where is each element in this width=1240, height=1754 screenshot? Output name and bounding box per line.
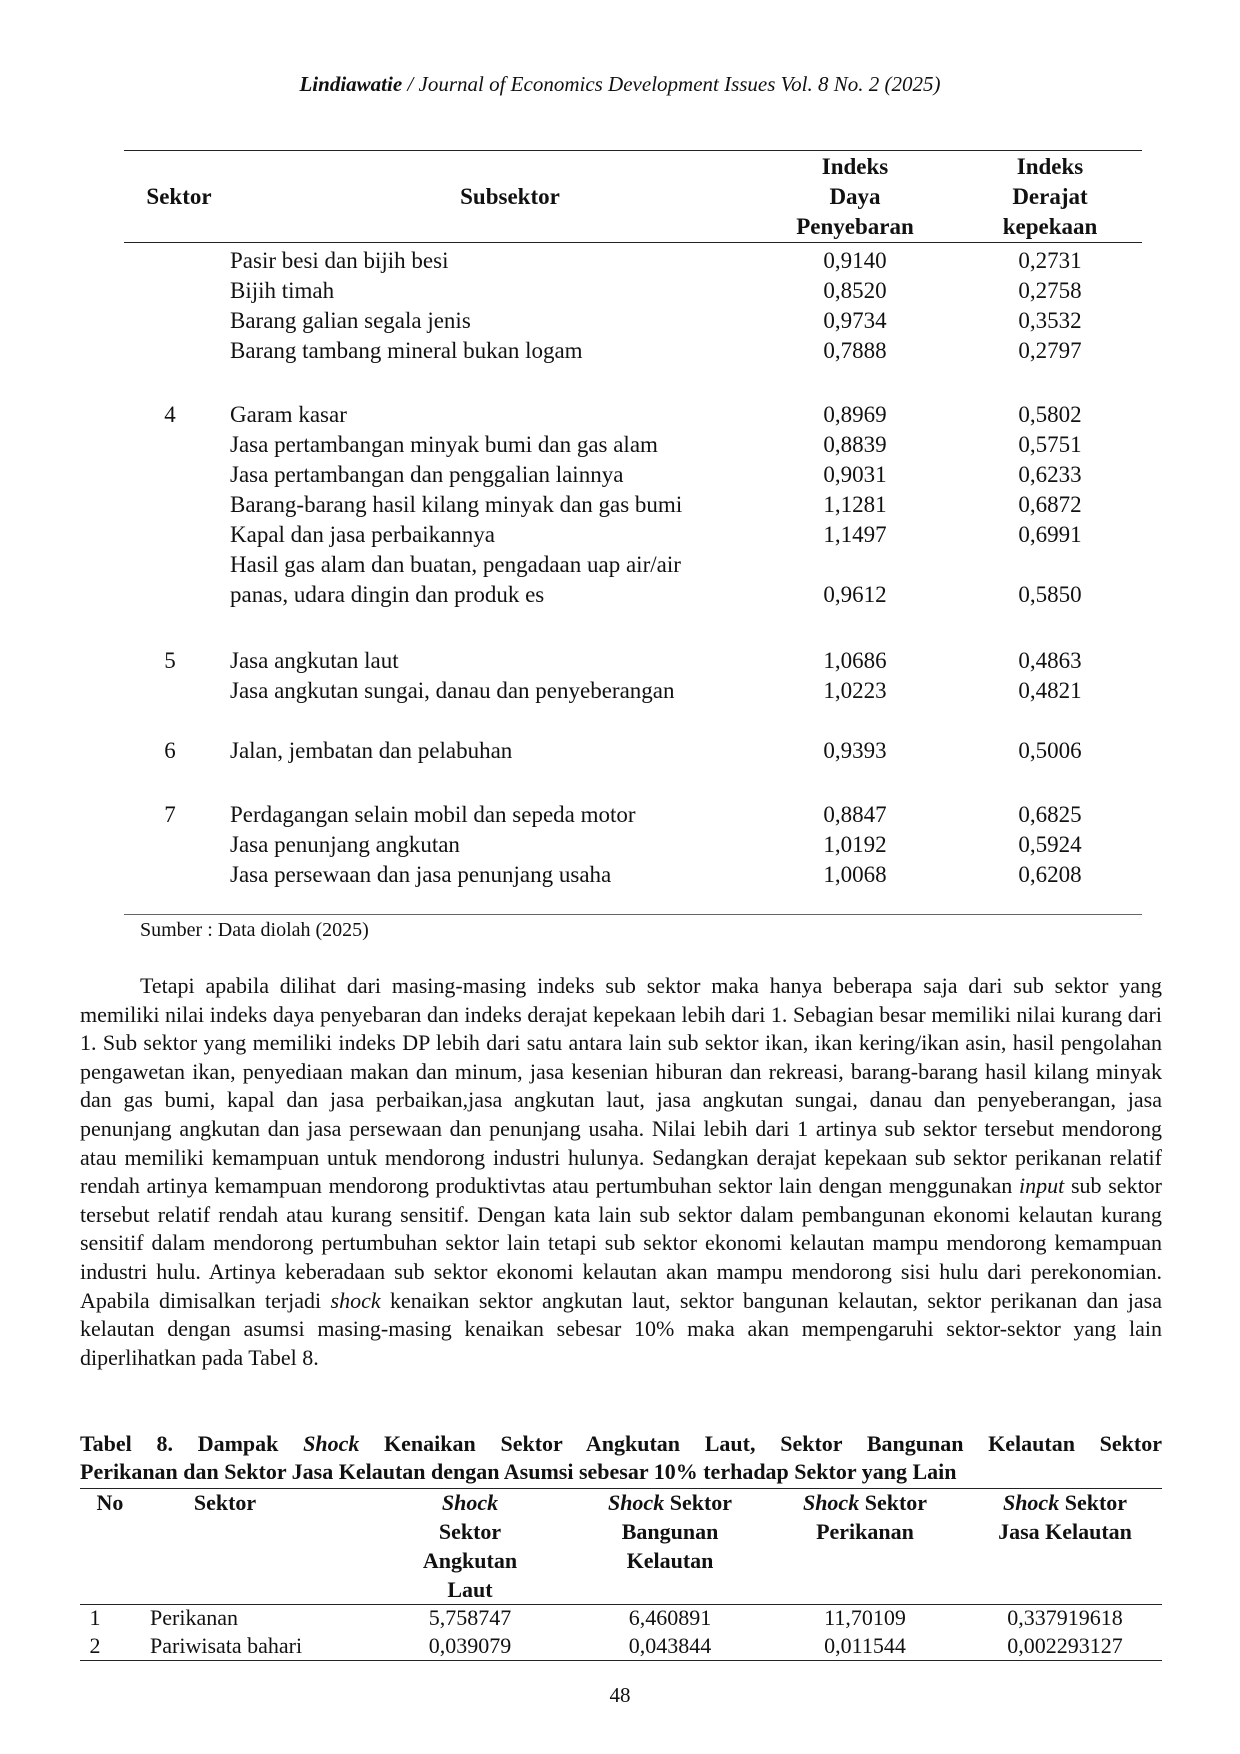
table-row [0, 736, 1240, 766]
paragraph-part3: kenaikan sektor angkutan laut, sektor bangunan kelautan, sektor perikanan dan jasa kelautan dengan asumsi masing-masing kenaikan sebesar 10% maka akan mempengaruhi sektor-sektor yang lain diperlihatkan pada Tabel 8. [80, 1287, 1162, 1370]
cell-derajat-kepekaan: 0,2731 [1018, 248, 1082, 273]
cell-shock-perikanan: 0,011544 [824, 1633, 906, 1658]
cell-daya-penyebaran: 1,1497 [823, 522, 887, 547]
cell-daya-penyebaran: 0,7888 [823, 338, 887, 363]
header-line: Sektor [664, 1490, 733, 1515]
running-header [0, 72, 1240, 97]
header-journal: / Journal of Economics Development Issues Vol. 8 No. 2 (2025) [402, 72, 941, 96]
cell-derajat-kepekaan: 0,6825 [1018, 802, 1082, 827]
cell-derajat-kepekaan: 0,5850 [1018, 582, 1082, 607]
cell-subsektor: Jasa persewaan dan jasa penunjang usaha [230, 862, 612, 887]
cell-subsektor: Jalan, jembatan dan pelabuhan [230, 738, 513, 763]
table-row [0, 676, 1240, 706]
header-line: Sektor [859, 1490, 928, 1515]
cell-subsektor: panas, udara dingin dan produk es [230, 582, 545, 607]
header-line: Kelautan [626, 1548, 714, 1573]
table1-header-dk [975, 152, 1125, 242]
cell-subsektor: Kapal dan jasa perbaikannya [230, 522, 496, 547]
header-line: Laut [447, 1577, 493, 1602]
cell-daya-penyebaran: 0,8847 [823, 802, 887, 827]
header-author: Lindiawatie [299, 72, 403, 96]
cell-subsektor: Barang tambang mineral bukan logam [230, 338, 583, 363]
cell-derajat-kepekaan: 0,2797 [1018, 338, 1082, 363]
table8-header-shock-angkutan [380, 1488, 560, 1604]
table1-header-dk-line: Derajat [1012, 184, 1088, 209]
table-row [0, 550, 1240, 580]
table-row [0, 800, 1240, 830]
body-paragraph [80, 972, 1162, 1372]
header-line: Sektor [438, 1519, 502, 1544]
paragraph-italic-shock: shock [330, 1287, 381, 1313]
header-italic: Shock [802, 1490, 860, 1515]
paragraph-part1: Tetapi apabila dilihat dari masing-masing indeks sub sektor maka hanya beberapa saja dari sub sektor yang memiliki nilai indeks daya penyebaran dan indeks derajat kepekaan lebih dari 1. Sebagian besar memiliki nilai kurang dari 1. Sub sektor yang memiliki indeks DP lebih dari satu antara lain sub sektor ikan, ikan kering/ikan asin, hasil pengolahan pengawetan ikan, penyediaan makan dan minum, jasa kesenian hiburan dan rekreasi, barang-barang hasil kilang minyak dan gas bumi, kapal dan jasa perbaikan,jasa angkutan laut, jasa angkutan sungai, danau dan penyeberangan, jasa penunjang angkutan dan jasa persewaan dan penunjang usaha. Nilai lebih dari 1 artinya sub sektor tersebut mendorong atau memiliki kemampuan untuk mendorong industri hulunya. Sedangkan derajat kepekaan sub sektor perikanan relatif rendah artinya kemampuan mendorong produktivtas atau pertumbuhan sektor lain dengan menggunakan [80, 973, 1162, 1199]
cell-sektor: 4 [164, 402, 176, 427]
cell-derajat-kepekaan: 0,5924 [1018, 832, 1082, 857]
caption-text: Tabel 8. Dampak [80, 1431, 304, 1456]
cell-no: 2 [89, 1633, 101, 1658]
table8-header-no: No [96, 1490, 124, 1515]
table1-header-dk-line: kepekaan [1002, 214, 1098, 239]
cell-derajat-kepekaan: 0,2758 [1018, 278, 1082, 303]
table8-header-shock-bangunan [570, 1488, 770, 1575]
cell-sektor: Perikanan [150, 1605, 238, 1630]
cell-daya-penyebaran: 0,9612 [823, 582, 887, 607]
cell-derajat-kepekaan: 0,5006 [1018, 738, 1082, 763]
table1-header-dp-line: Penyebaran [796, 214, 914, 239]
table-row [0, 1632, 1240, 1660]
caption-italic: Shock [303, 1431, 360, 1456]
header-line: Jasa Kelautan [998, 1519, 1132, 1544]
header-line: Bangunan [621, 1519, 719, 1544]
table-row [0, 246, 1240, 276]
cell-subsektor: Bijih timah [230, 278, 335, 303]
table1-header-dp-line: Indeks [821, 154, 889, 179]
page-number: 48 [609, 1683, 631, 1707]
cell-derajat-kepekaan: 0,4821 [1018, 678, 1082, 703]
cell-daya-penyebaran: 1,0686 [823, 648, 887, 673]
cell-derajat-kepekaan: 0,6233 [1018, 462, 1082, 487]
paragraph-italic-input: input [1019, 1173, 1065, 1199]
table8-header-shock-jasa [965, 1488, 1165, 1546]
cell-derajat-kepekaan: 0,5802 [1018, 402, 1082, 427]
cell-daya-penyebaran: 0,9393 [823, 738, 887, 763]
table1-header-dp [780, 152, 930, 242]
header-line: Sektor [1059, 1490, 1128, 1515]
cell-daya-penyebaran: 0,8969 [823, 402, 887, 427]
cell-subsektor: Jasa pertambangan minyak bumi dan gas alam [230, 432, 658, 457]
cell-sektor: 7 [164, 802, 176, 827]
cell-daya-penyebaran: 0,8520 [823, 278, 887, 303]
header-italic: Shock [441, 1490, 499, 1515]
cell-daya-penyebaran: 0,8839 [823, 432, 887, 457]
cell-subsektor: Garam kasar [230, 402, 347, 427]
table8-bottom-rule [80, 1660, 1162, 1661]
table-row [0, 490, 1240, 520]
cell-derajat-kepekaan: 0,6991 [1018, 522, 1082, 547]
cell-daya-penyebaran: 0,9031 [823, 462, 887, 487]
table1-header-subsektor: Subsektor [460, 184, 560, 209]
cell-subsektor: Jasa angkutan sungai, danau dan penyeberangan [230, 678, 675, 703]
cell-shock-perikanan: 11,70109 [824, 1605, 906, 1630]
cell-sektor: Pariwisata bahari [150, 1633, 303, 1658]
cell-shock-bangunan: 6,460891 [628, 1605, 712, 1630]
cell-subsektor: Pasir besi dan bijih besi [230, 248, 449, 273]
table1-top-rule [124, 150, 1142, 151]
table1-header-dp-line: Daya [829, 184, 881, 209]
caption-text: Kenaikan Sektor Angkutan Laut, Sektor Bangunan Kelautan Sektor [359, 1431, 1162, 1456]
cell-subsektor: Barang-barang hasil kilang minyak dan gas bumi [230, 492, 683, 517]
cell-daya-penyebaran: 1,0068 [823, 862, 887, 887]
table8-caption-line1 [80, 1430, 1162, 1458]
table1-source: Sumber : Data diolah (2025) [140, 919, 369, 941]
table8-header-shock-perikanan [765, 1488, 965, 1546]
table-row [0, 646, 1240, 676]
cell-subsektor: Jasa penunjang angkutan [230, 832, 460, 857]
table-row [0, 580, 1240, 610]
cell-subsektor: Hasil gas alam dan buatan, pengadaan uap air/air [230, 552, 681, 577]
cell-subsektor: Jasa pertambangan dan penggalian lainnya [230, 462, 624, 487]
table-row [0, 336, 1240, 366]
cell-shock-jasa: 0,337919618 [1007, 1605, 1123, 1630]
table-row [0, 830, 1240, 860]
cell-shock-jasa: 0,002293127 [1007, 1633, 1123, 1658]
table-row [0, 306, 1240, 336]
cell-subsektor: Jasa angkutan laut [230, 648, 399, 673]
cell-daya-penyebaran: 0,9140 [823, 248, 887, 273]
table-row [0, 460, 1240, 490]
table1-header-sektor: Sektor [146, 184, 212, 209]
cell-daya-penyebaran: 1,0192 [823, 832, 887, 857]
cell-derajat-kepekaan: 0,6208 [1018, 862, 1082, 887]
table-row [0, 430, 1240, 460]
cell-derajat-kepekaan: 0,5751 [1018, 432, 1082, 457]
cell-subsektor: Perdagangan selain mobil dan sepeda motor [230, 802, 636, 827]
cell-sektor: 5 [164, 648, 176, 673]
table8-caption [80, 1430, 1162, 1486]
cell-derajat-kepekaan: 0,6872 [1018, 492, 1082, 517]
cell-derajat-kepekaan: 0,4863 [1018, 648, 1082, 673]
table-row [0, 860, 1240, 890]
header-italic: Shock [1002, 1490, 1060, 1515]
header-line: Perikanan [816, 1519, 914, 1544]
header-line: Angkutan [422, 1548, 518, 1573]
cell-daya-penyebaran: 0,9734 [823, 308, 887, 333]
cell-sektor: 6 [164, 738, 176, 763]
paragraph-part2: sub sektor tersebut relatif rendah atau kurang sensitif. Dengan kata lain sub sektor dalam pembangunan ekonomi kelautan kurang sensitif dalam mendorong pertumbuhan sektor lain tetapi sub sektor ekonomi kelautan mampu mendorong kemampuan industri hulu. Artinya keberadaan sub sektor ekonomi kelautan akan mampu mendorong sisi hulu dari perekonomian. Apabila dimisalkan terjadi [80, 1173, 1163, 1313]
cell-daya-penyebaran: 1,0223 [823, 678, 887, 703]
table8-header-sektor: Sektor [193, 1490, 257, 1515]
table-row [0, 400, 1240, 430]
table8-caption-line2: Perikanan dan Sektor Jasa Kelautan dengan Asumsi sebesar 10% terhadap Sektor yang Lain [80, 1459, 957, 1484]
table-row [0, 1604, 1240, 1632]
cell-subsektor: Barang galian segala jenis [230, 308, 471, 333]
table1-header-dk-line: Indeks [1016, 154, 1084, 179]
cell-shock-angkutan: 5,758747 [428, 1605, 512, 1630]
cell-daya-penyebaran: 1,1281 [823, 492, 887, 517]
table-row [0, 520, 1240, 550]
table-row [0, 276, 1240, 306]
cell-no: 1 [89, 1605, 101, 1630]
table1-header-rule [124, 242, 1142, 243]
cell-shock-angkutan: 0,039079 [428, 1633, 512, 1658]
cell-shock-bangunan: 0,043844 [628, 1633, 712, 1658]
cell-derajat-kepekaan: 0,3532 [1018, 308, 1082, 333]
header-italic: Shock [607, 1490, 665, 1515]
